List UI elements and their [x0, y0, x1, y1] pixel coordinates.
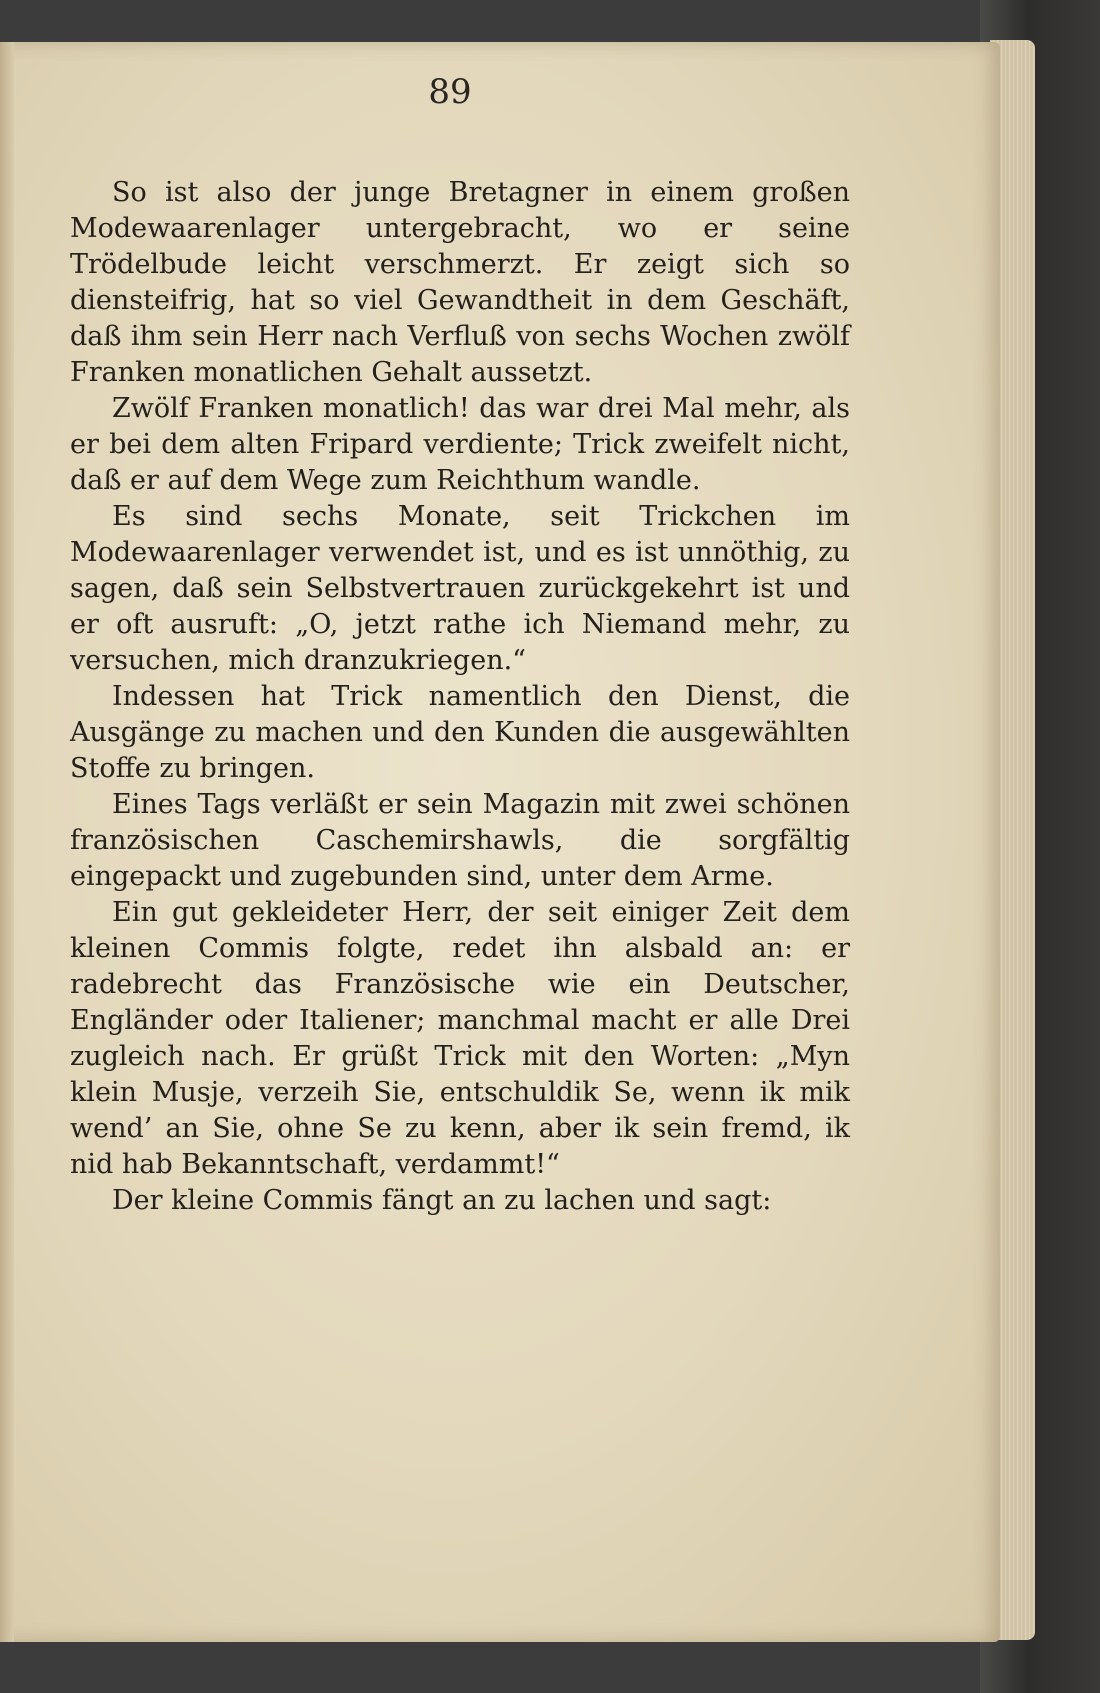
paragraph: Zwölf Franken monatlich! das war drei Mal mehr, als er bei dem alten Fripard verdiente; Trick zweifelt nicht, daß er auf dem Wege zum Reichthum wandle.	[70, 393, 850, 496]
paragraph: So ist also der junge Bretagner in einem großen Modewaarenlager untergebracht, wo er seine Trödelbude leicht verschmerzt. Er zeigt sich so diensteifrig, hat so viel Gewandtheit in dem Geschäft, daß ihm sein Herr nach Verfluß von sechs Wochen zwölf Franken monatlichen Gehalt aussetzt.	[70, 177, 850, 388]
paragraph: Der kleine Commis fängt an zu lachen und sagt:	[112, 1185, 772, 1216]
paragraph: Eines Tags verläßt er sein Magazin mit zwei schönen französischen Caschemirshawls, die sorgfältig eingepackt und zugebunden sind, unter dem Arme.	[70, 789, 850, 892]
paragraph: Ein gut gekleideter Herr, der seit einiger Zeit dem kleinen Commis folgte, redet ihn alsbald an: er radebrecht das Französische wie ein Deutscher, Engländer oder Italiener; manchmal macht er alle Drei zugleich nach. Er grüßt Trick mit den Worten: „Myn klein Musje, verzeih Sie, entschuldik Se, wenn ik mik wend’ an Sie, ohne Se zu kenn, aber ik sein fremd, ik nid hab Bekanntschaft, verdammt!“	[70, 897, 850, 1180]
page-gutter	[0, 42, 14, 1642]
paragraph: Es sind sechs Monate, seit Trickchen im Modewaarenlager verwendet ist, und es ist unnöthig, zu sagen, daß sein Selbstvertrauen zurückgekehrt ist und er oft ausruft: „O, jetzt rathe ich Niemand mehr, zu versuchen, mich dranzukriegen.“	[70, 501, 850, 676]
page-number: 89	[428, 72, 472, 112]
page-text	[70, 175, 850, 1219]
paragraph: Indessen hat Trick namentlich den Dienst, die Ausgänge zu machen und den Kunden die ausgewählten Stoffe zu bringen.	[70, 681, 850, 784]
